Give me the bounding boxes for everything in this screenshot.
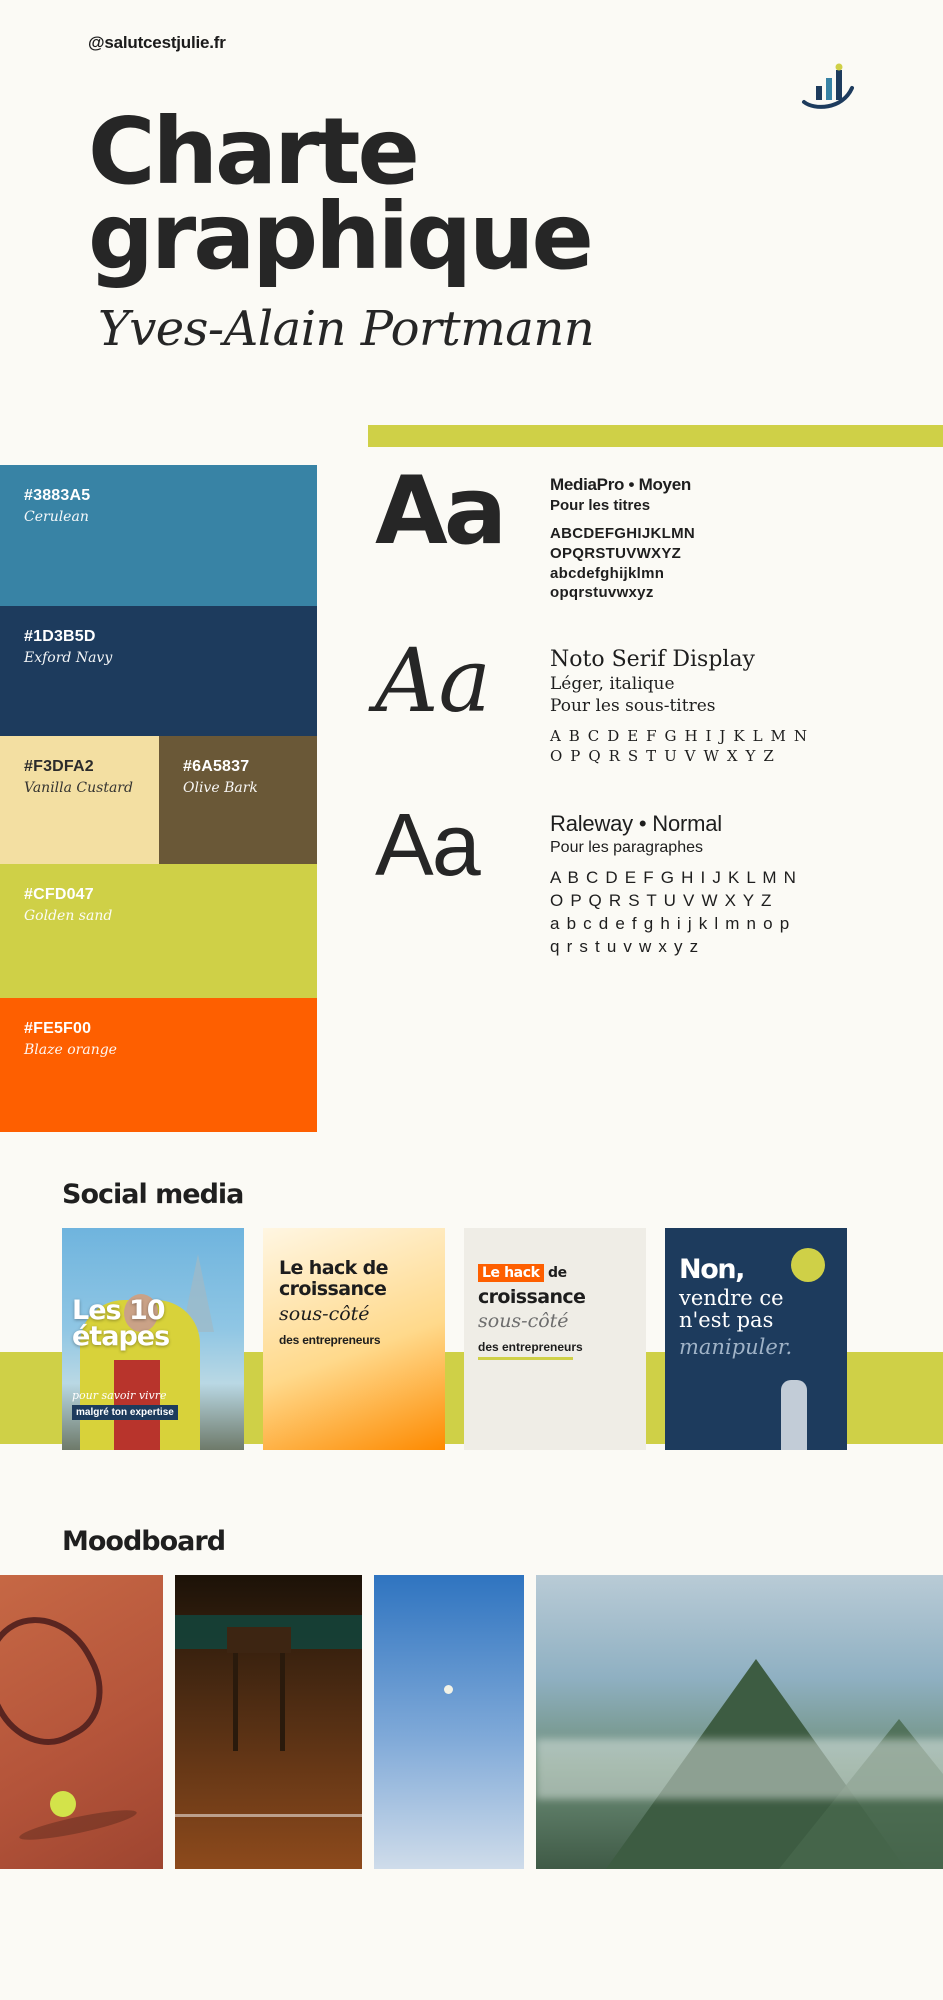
card-highlight: Le hack xyxy=(478,1264,544,1282)
card-headline: Les 10 étapes xyxy=(72,1295,170,1352)
social-card-4 xyxy=(665,1228,847,1450)
card-subline: pour savoir vivre xyxy=(72,1389,167,1402)
swatch-hex: #CFD047 xyxy=(24,886,94,903)
color-swatch xyxy=(0,736,159,864)
moodboard-grid xyxy=(0,1575,943,1869)
swatch-name: Golden sand xyxy=(24,908,113,924)
type-name: Raleway • Normal xyxy=(550,810,722,836)
tennis-ball-icon xyxy=(50,1791,76,1817)
social-card-list xyxy=(0,1228,943,1450)
mist-layer xyxy=(536,1739,943,1799)
color-swatch xyxy=(0,606,317,736)
type-weight: Léger, italique xyxy=(550,674,675,695)
moodboard-image-mountain-hiker xyxy=(536,1575,943,1869)
social-card-3 xyxy=(464,1228,646,1450)
type-specimen xyxy=(375,794,913,959)
swatch-hex: #6A5837 xyxy=(183,758,250,775)
card-underline xyxy=(478,1357,573,1360)
color-swatch xyxy=(0,998,317,1132)
type-usage: Pour les sous-titres xyxy=(550,696,716,717)
social-media-section xyxy=(0,1179,943,1490)
type-glyphs xyxy=(550,867,797,959)
type-sample: Aa xyxy=(375,629,492,733)
card-line-3: sous-côté xyxy=(478,1310,569,1332)
card-line-3: des entrepreneurs xyxy=(279,1333,381,1348)
glyph-row: OPQRSTUVWXYZ xyxy=(550,544,682,562)
color-swatch xyxy=(159,736,317,864)
glyph-row: A B C D E F G H I J K L M N xyxy=(550,727,809,746)
color-swatch xyxy=(0,465,317,606)
section-title-moodboard: Moodboard xyxy=(62,1526,226,1557)
social-card-1 xyxy=(62,1228,244,1450)
color-palette xyxy=(0,465,317,1132)
swatch-name: Exford Navy xyxy=(24,650,113,666)
type-glyphs xyxy=(550,524,695,603)
moon-icon xyxy=(444,1685,453,1694)
title-block xyxy=(88,98,595,358)
moodboard-image-sky-moon xyxy=(374,1575,524,1869)
type-specimen xyxy=(375,629,913,767)
glyph-row: O P Q R S T U V W X Y Z xyxy=(550,747,776,766)
swatch-name: Cerulean xyxy=(24,509,89,525)
type-specimen xyxy=(375,457,913,603)
card-line-1: Le hack de croissance xyxy=(279,1257,388,1300)
glyph-row: opqrstuvwxyz xyxy=(550,584,654,602)
racket-shadow xyxy=(18,1805,139,1846)
glyph-row: abcdefghijklmn xyxy=(550,564,665,582)
card-line-1: Non, xyxy=(679,1254,745,1285)
page-title-line-1: Charte xyxy=(88,98,417,205)
swatch-hex: #F3DFA2 xyxy=(24,758,94,775)
glyph-row: a b c d e f g h i j k l m n o p xyxy=(550,913,791,933)
card-line-2: vendre ce n'est pas xyxy=(679,1286,784,1333)
racket-shape xyxy=(0,1597,122,1763)
card-line-2: croissance xyxy=(478,1286,586,1308)
color-swatch xyxy=(0,864,317,998)
page-title-line-2: graphique xyxy=(88,182,591,290)
card-highlight: malgré ton expertise xyxy=(72,1405,178,1420)
swatch-hex: #FE5F00 xyxy=(24,1020,92,1037)
swatch-name: Vanilla Custard xyxy=(24,780,133,796)
type-sample: Aa xyxy=(375,794,479,894)
card-line-4: des entrepreneurs xyxy=(478,1340,583,1354)
type-glyphs xyxy=(550,726,809,767)
umpire-chair-seat xyxy=(227,1627,291,1653)
moodboard-image-tennis-racket xyxy=(0,1575,163,1869)
swatch-name: Blaze orange xyxy=(24,1042,117,1058)
card-line-2: sous-côté xyxy=(279,1303,370,1326)
palette-typography-section xyxy=(0,457,943,1143)
section-title-social: Social media xyxy=(62,1179,244,1210)
swatch-name: Olive Bark xyxy=(183,780,258,796)
swatch-hex: #1D3B5D xyxy=(24,628,96,645)
glyph-row: A B C D E F G H I J K L M N xyxy=(550,867,798,887)
tennis-ball-icon xyxy=(791,1248,825,1282)
glyph-row: ABCDEFGHIJKLMN xyxy=(550,525,696,542)
court-line xyxy=(175,1814,362,1817)
type-usage: Pour les paragraphes xyxy=(550,838,703,856)
type-name: MediaPro • Moyen xyxy=(550,475,691,494)
typography-specimens xyxy=(375,457,913,992)
type-usage: Pour les titres xyxy=(550,497,651,514)
bar-chart-logo-icon xyxy=(798,62,858,114)
glyph-row: O P Q R S T U V W X Y Z xyxy=(550,890,773,910)
glyph-row: q r s t u v w x y z xyxy=(550,936,700,956)
type-name: Noto Serif Display xyxy=(550,647,755,673)
color-swatch-pair xyxy=(0,736,317,864)
type-sample: Aa xyxy=(375,457,504,566)
person-silhouette xyxy=(781,1380,807,1450)
header xyxy=(0,0,943,465)
card-line-3: manipuler. xyxy=(679,1335,793,1360)
header-accent-bar xyxy=(368,425,943,447)
moodboard-section xyxy=(0,1526,943,1869)
page-subtitle: Yves-Alain Portmann xyxy=(98,301,595,358)
moodboard-image-umpire-chair xyxy=(175,1575,362,1869)
card-after-highlight: de xyxy=(547,1265,567,1281)
swatch-hex: #3883A5 xyxy=(24,487,91,504)
author-handle: @salutcestjulie.fr xyxy=(88,33,226,52)
social-card-2 xyxy=(263,1228,445,1450)
